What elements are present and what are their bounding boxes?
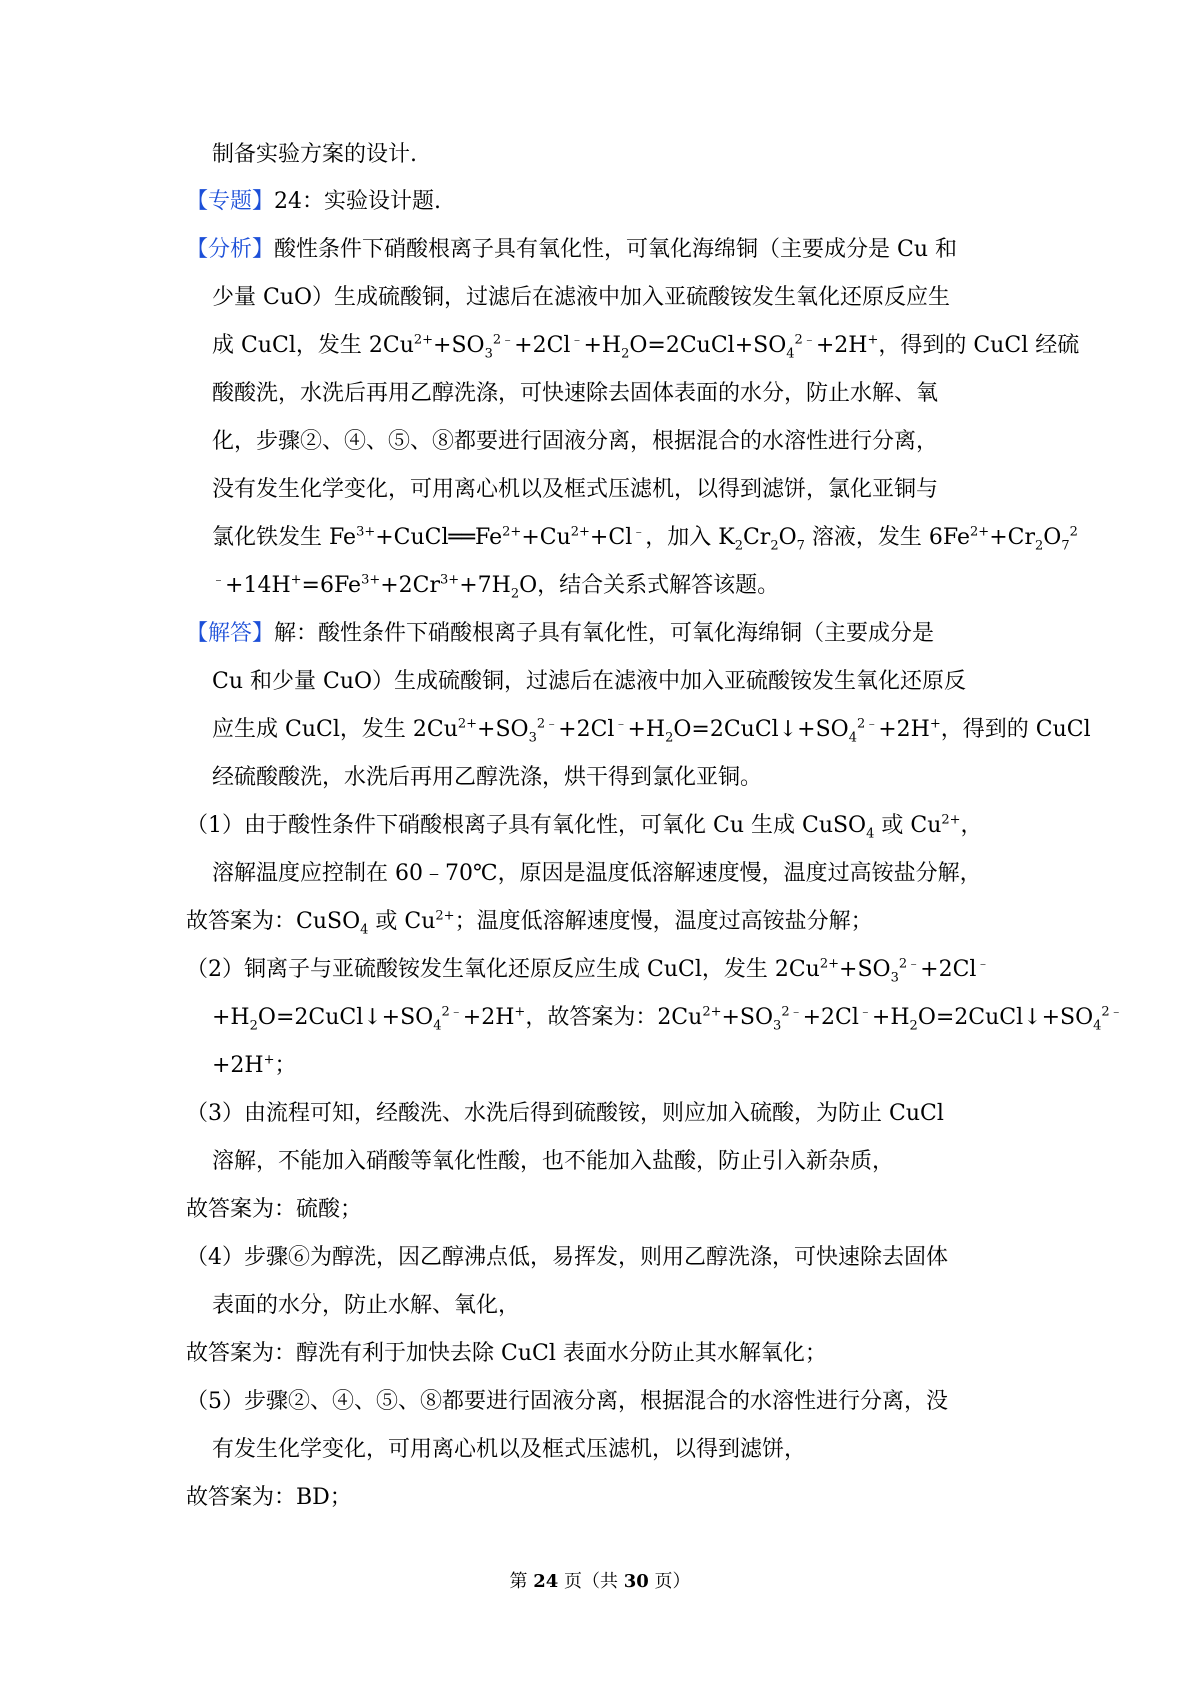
text-line: （2）铜离子与亚硫酸铵发生氧化还原反应生成 CuCl，发生 $2Cu^{2+}+SO_3^{2﹣}+2Cl^﹣$ [186, 956, 990, 986]
section-tag-topic: 【专题】 [186, 189, 275, 214]
footer-page-number: 24 [533, 1571, 559, 1592]
text-line: $+H_2O=2CuCl↓+SO_4^{2﹣}+2H^+$，故答案为：$2Cu^{2+}+SO_3^{2﹣}+2Cl^﹣+H_2O=2CuCl↓+SO_4^{2﹣}$ [212, 1004, 1123, 1034]
text-line: 【专题】24：实验设计题. [186, 189, 442, 214]
section-tag-answer: 【解答】 [186, 621, 275, 646]
text-line: 故答案为：醇洗有利于加快去除 CuCl 表面水分防止其水解氧化； [186, 1341, 827, 1366]
text-line: 应生成 CuCl，发生 $2Cu^{2+}+SO_3^{2﹣}+2Cl^﹣+H_2O=2CuCl↓+SO_4^{2﹣}+2H^+$，得到的 CuCl [212, 716, 1091, 746]
text-line: 没有发生化学变化，可用离心机以及框式压滤机，以得到滤饼，氯化亚铜与 [212, 477, 939, 502]
text-line: 故答案为：CuSO$_4$ 或 $Cu^{2+}$；温度低溶解速度慢，温度过高铵盐分解； [186, 908, 873, 938]
text-line: 有发生化学变化，可用离心机以及框式压滤机，以得到滤饼， [212, 1437, 807, 1462]
text-line: 溶解，不能加入硝酸等氧化性酸，也不能加入盐酸，防止引入新杂质， [212, 1149, 895, 1174]
text-line: 表面的水分，防止水解、氧化， [212, 1293, 521, 1318]
footer-suffix: 页） [648, 1571, 691, 1592]
text-line: 酸酸洗，水洗后再用乙醇洗涤，可快速除去固体表面的水分，防止水解、氧 [212, 381, 939, 406]
text-line: 制备实验方案的设计. [212, 142, 417, 167]
footer-total-pages: 30 [623, 1571, 649, 1592]
text-line: 故答案为：BD； [186, 1485, 352, 1510]
text-line: （5）步骤②、④、⑤、⑧都要进行固液分离，根据混合的水溶性进行分离，没 [186, 1389, 948, 1414]
text-line: （4）步骤⑥为醇洗，因乙醇沸点低，易挥发，则用乙醇洗涤，可快速除去固体 [186, 1245, 948, 1270]
text-line: 少量 CuO）生成硫酸铜，过滤后在滤液中加入亚硫酸铵发生氧化还原反应生 [212, 285, 951, 310]
footer-middle: 页（共 [558, 1571, 624, 1592]
text-line: 成 CuCl，发生 $2Cu^{2+}+SO_3^{2﹣}+2Cl^﹣+H_2O=2CuCl+SO_4^{2﹣}+2H^+$，得到的 CuCl 经硫 [212, 332, 1080, 362]
text-line: 【分析】酸性条件下硝酸根离子具有氧化性，可氧化海绵铜（主要成分是 Cu 和 [186, 237, 958, 262]
text-line: （3）由流程可知，经酸洗、水洗后得到硫酸铵，则应加入硫酸，为防止 CuCl [186, 1101, 944, 1126]
text-line: Cu 和少量 CuO）生成硫酸铜，过滤后在滤液中加入亚硫酸铵发生氧化还原反 [212, 669, 967, 694]
text-line: 溶解温度应控制在 60﹣70℃，原因是温度低溶解速度慢，温度过高铵盐分解， [212, 861, 982, 886]
text-line: 【解答】解：酸性条件下硝酸根离子具有氧化性，可氧化海绵铜（主要成分是 [186, 621, 935, 646]
text-line: $^﹣+14H^+=6Fe^{3+}+2Cr^{3+}+7H_2O$，结合关系式解答该题。 [212, 572, 780, 602]
text-line: 故答案为：硫酸； [186, 1197, 363, 1222]
section-tag-analysis: 【分析】 [186, 237, 275, 262]
text-line: 化，步骤②、④、⑤、⑧都要进行固液分离，根据混合的水溶性进行分离， [212, 429, 939, 454]
text-line: +2H+； [212, 1052, 297, 1078]
page-footer [0, 1570, 1200, 1594]
text-line: （1）由于酸性条件下硝酸根离子具有氧化性，可氧化 Cu 生成 CuSO$_4$ 或 $Cu^{2+}$， [186, 812, 983, 842]
text-line: 经硫酸酸洗，水洗后再用乙醇洗涤，烘干得到氯化亚铜。 [212, 765, 763, 790]
text-line: 氯化铁发生 $Fe^{3+}+CuCl══Fe^{2+}+Cu^{2+}+Cl^﹣$，加入 $K_2Cr_2O_7$ 溶液，发生 $6Fe^{2+}+Cr_2O_7^2$ [212, 524, 1078, 554]
footer-prefix: 第 [509, 1571, 534, 1592]
